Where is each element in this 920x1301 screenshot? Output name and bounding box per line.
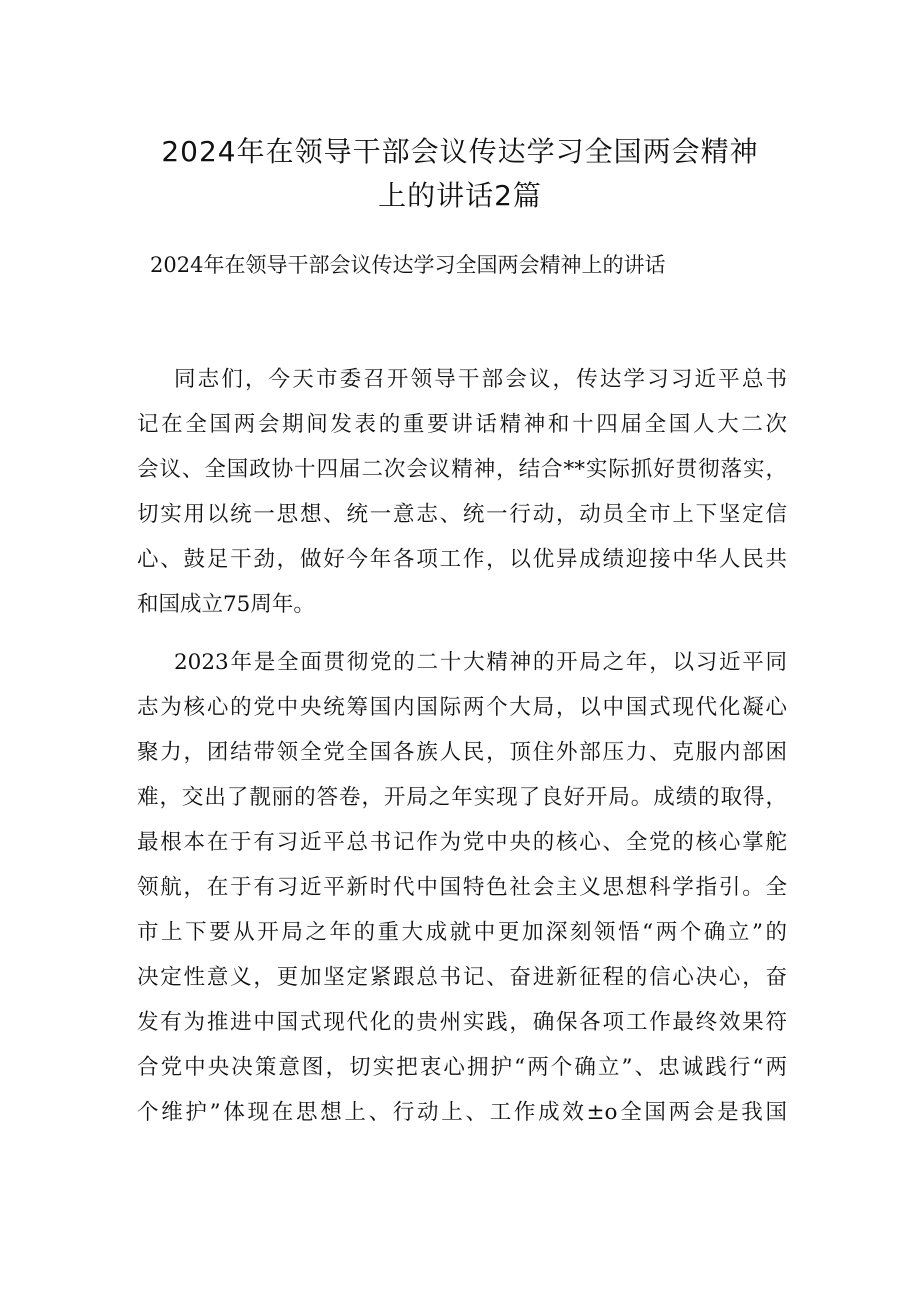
paragraph-line: 同志们，今天市委召开领导干部会议，传达学习习近平总书 [174,367,787,392]
paragraph-line: 会议、全国政协十四届二次会议精神，结合**实际抓好贯彻落实， [137,457,787,482]
paragraph-1 [137,357,787,627]
paragraph-line: 记在全国两会期间发表的重要讲话精神和十四届全国人大二次 [137,412,787,437]
paragraph-line: 难，交出了靓丽的答卷，开局之年实现了良好开局。成绩的取得， [137,785,787,810]
paragraph-line: 领航，在于有习近平新时代中国特色社会主义思想科学指引。全 [137,875,787,900]
paragraph-line: 合党中央决策意图，切实把衷心拥护“两个确立”、忠诚践行“两 [137,1055,787,1080]
paragraph-line: 和国成立75周年。 [137,592,315,617]
title-line-2: 上的讲话2篇 [378,179,542,212]
document-title [130,130,790,218]
paragraph-line: 心、鼓足干劲，做好今年各项工作，以优异成绩迎接中华人民共 [137,547,787,572]
paragraph-line: 聚力，团结带领全党全国各族人民，顶住外部压力、克服内部困 [137,740,787,765]
paragraph-line: 市上下要从开局之年的重大成就中更加深刻领悟“两个确立”的 [137,920,787,945]
paragraph-line: 最根本在于有习近平总书记作为党中央的核心、全党的核心掌舵 [137,830,787,855]
paragraph-line: 志为核心的党中央统筹国内国际两个大局，以中国式现代化凝心 [137,695,787,720]
paragraph-line: 2023年是全面贯彻党的二十大精神的开局之年，以习近平同 [174,650,787,675]
paragraph-2 [137,640,787,1135]
document-subtitle: 2024年在领导干部会议传达学习全国两会精神上的讲话 [150,253,666,277]
paragraph-line: 决定性意义，更加坚定紧跟总书记、奋进新征程的信心决心，奋 [137,965,787,990]
title-line-1: 2024年在领导干部会议传达学习全国两会精神 [161,135,759,168]
paragraph-line: 发有为推进中国式现代化的贵州实践，确保各项工作最终效果符 [137,1010,787,1035]
paragraph-line: 切实用以统一思想、统一意志、统一行动，动员全市上下坚定信 [137,502,787,527]
paragraph-line: 个维护”体现在思想上、行动上、工作成效±o全国两会是我国 [137,1100,787,1125]
